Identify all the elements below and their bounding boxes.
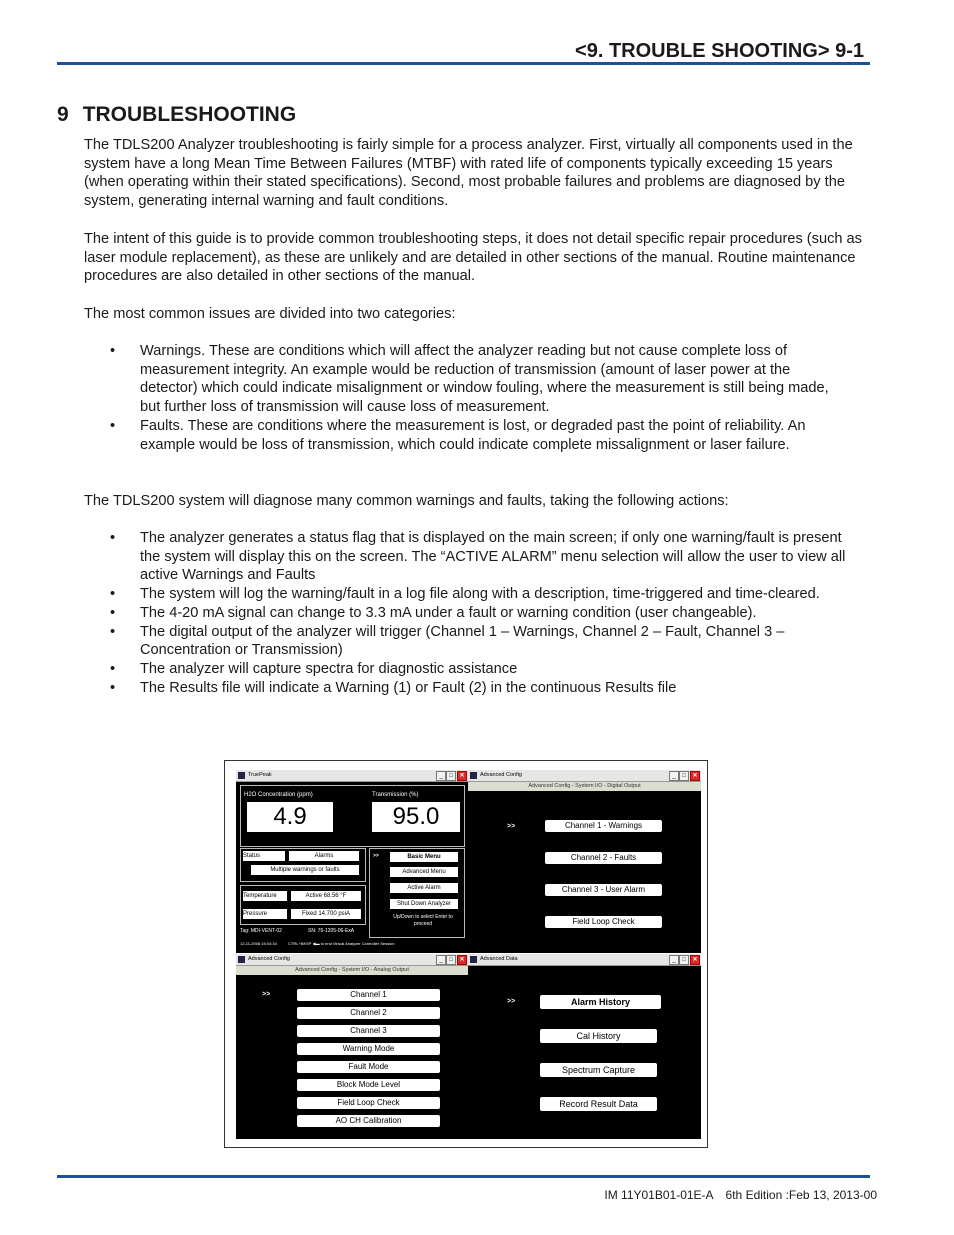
list-item: • The 4-20 mA signal can change to 3.3 mA under a fault or warning condition (user changeable).: [110, 604, 850, 623]
analog-arrow: >>: [262, 991, 271, 998]
footer-edition: 6th Edition :Feb 13, 2013-00: [725, 1188, 877, 1202]
section-heading: [57, 103, 296, 127]
menu-panel: [369, 848, 465, 938]
list-item: • The Results file will indicate a Warning (1) or Fault (2) in the continuous Results file: [110, 679, 850, 698]
close-icon[interactable]: ✕: [457, 771, 467, 781]
status-panel: [240, 848, 366, 882]
readings-panel: [240, 785, 465, 847]
menu-hint: Up/Down to select Enter to proceed: [393, 914, 453, 927]
analog-ao-ch-calibration[interactable]: AO CH Calibration: [297, 1115, 440, 1127]
menu-basic[interactable]: Basic Menu: [390, 852, 458, 862]
menu-advanced[interactable]: Advanced Menu: [390, 867, 458, 877]
analog-block-mode-level[interactable]: Block Mode Level: [297, 1079, 440, 1091]
section-number: 9: [57, 103, 69, 126]
header-rule: [57, 62, 870, 65]
digital-subtitle: Advanced Config - System I/O - Digital Output: [468, 782, 701, 791]
digital-channel-2[interactable]: Channel 2 - Faults: [545, 852, 662, 864]
list-item: • The digital output of the analyzer will trigger (Channel 1 – Warnings, Channel 2 – Fault, Channel 3 – Concentration or Transmission): [110, 623, 850, 660]
footer-rule: [57, 1175, 870, 1178]
maximize-icon[interactable]: □: [446, 955, 456, 965]
analog-channel-1[interactable]: Channel 1: [297, 989, 440, 1001]
maximize-icon[interactable]: □: [446, 771, 456, 781]
analog-subtitle: Advanced Config - System I/O - Analog Output: [236, 966, 468, 975]
app-icon: [470, 772, 477, 779]
list-item: • Faults. These are conditions where the measurement is lost, or degraded past the point of reliability. An example would be loss of transmission, which could indicate complete missalignment or laser failure.: [110, 417, 850, 454]
data-spectrum-capture[interactable]: Spectrum Capture: [540, 1063, 657, 1077]
transmission-value: 95.0: [372, 802, 460, 832]
minimize-icon[interactable]: _: [669, 955, 679, 965]
data-arrow: >>: [507, 998, 516, 1005]
h2o-value: 4.9: [247, 802, 333, 832]
paragraph-actions: The TDLS200 system will diagnose many common warnings and faults, taking the following actions:: [84, 493, 729, 509]
truepeak-window: [236, 770, 468, 953]
app-icon: [238, 956, 245, 963]
minimize-icon[interactable]: _: [436, 771, 446, 781]
digital-arrow: >>: [507, 823, 516, 830]
digital-channel-1[interactable]: Channel 1 - Warnings: [545, 820, 662, 832]
page-footer: [604, 1188, 877, 1202]
digital-output-window: [468, 770, 701, 953]
list-item: • The analyzer will capture spectra for diagnostic assistance: [110, 660, 850, 679]
analog-fault-mode[interactable]: Fault Mode: [297, 1061, 440, 1073]
analog-channel-2[interactable]: Channel 2: [297, 1007, 440, 1019]
digital-titlebar: Advanced Config _ □ ✕: [468, 770, 701, 782]
section-title: TROUBLESHOOTING: [82, 103, 297, 126]
menu-shutdown[interactable]: Shut Down Analyzer: [390, 899, 458, 909]
close-icon[interactable]: ✕: [457, 955, 467, 965]
app-icon: [470, 956, 477, 963]
category-list: [110, 342, 850, 454]
data-cal-history[interactable]: Cal History: [540, 1029, 657, 1043]
sn-text: SN: 76-1205-06-ExA: [308, 928, 355, 934]
temperature-label: Temperature: [243, 891, 287, 901]
paragraph-categories: The most common issues are divided into two categories:: [84, 306, 456, 322]
pressure-label: Pressure: [243, 909, 287, 919]
analog-channel-3[interactable]: Channel 3: [297, 1025, 440, 1037]
tag-text: Tag: MDI-VENT-02: [240, 928, 282, 934]
truepeak-titlebar: TruePeak _ □ ✕: [236, 770, 468, 782]
analog-warning-mode[interactable]: Warning Mode: [297, 1043, 440, 1055]
digital-channel-3[interactable]: Channel 3 - User Alarm: [545, 884, 662, 896]
footer-doc-number: IM 11Y01B01-01E-A: [604, 1188, 714, 1202]
data-titlebar: Advanced Data _ □ ✕: [468, 954, 701, 966]
analog-output-window: [236, 954, 468, 1139]
datetime-text: 12-11-2008 15:04:34: [240, 941, 277, 946]
page-header-title: <9. TROUBLE SHOOTING> 9-1: [575, 40, 864, 62]
paragraph-guide: The intent of this guide is to provide common troubleshooting steps, it does not detail specific repair procedures (such as laser module replacement), as these are unlikely and are detailed in other sections of the manual. Routine maintenance procedures are also detailed in other sections of the manual.: [84, 231, 862, 285]
list-item: • Warnings. These are conditions which will affect the analyzer reading but not cause complete loss of measurement integrity. An example would be reduction of transmission (amount of laser power at the detector) which could indicate misalignment or window fouling, where the measurement is still being made, but further loss of transmission will cause loss of measurement.: [110, 342, 850, 417]
data-alarm-history[interactable]: Alarm History: [540, 995, 661, 1009]
status-detail: Multiple warnings or faults: [251, 865, 359, 875]
list-item: • The system will log the warning/fault in a log file along with a description, time-triggered and time-cleared.: [110, 585, 850, 604]
status-value: Alarms: [289, 851, 359, 861]
status-label: Status: [243, 851, 285, 861]
analog-field-loop-check[interactable]: Field Loop Check: [297, 1097, 440, 1109]
action-list: [110, 529, 850, 697]
list-item: • The analyzer generates a status flag that is displayed on the main screen; if only one warning/fault is present the system will display this on the screen. The “ACTIVE ALARM” menu selection will allow the user to view all active Warnings and Faults: [110, 529, 850, 585]
paragraph-intro: The TDLS200 Analyzer troubleshooting is fairly simple for a process analyzer. First, virtually all components used in the system have a long Mean Time Between Failures (MTBF) with rated life of components typically exceeding 15 years (when operating within their stated specifications). Second, most probable failures and problems are diagnosed by the system, generating internal warning and fault conditions.: [84, 137, 853, 210]
maximize-icon[interactable]: □: [679, 771, 689, 781]
close-icon[interactable]: ✕: [690, 771, 700, 781]
temperature-value: Active 68.56 °F: [291, 891, 361, 901]
h2o-label: H2O Concentration (ppm): [244, 792, 313, 798]
data-record-result[interactable]: Record Result Data: [540, 1097, 657, 1111]
screenshot-figure: [224, 760, 708, 1148]
maximize-icon[interactable]: □: [679, 955, 689, 965]
app-icon: [238, 772, 245, 779]
conditions-panel: [240, 885, 366, 925]
close-icon[interactable]: ✕: [690, 955, 700, 965]
transmission-label: Transmission (%): [372, 792, 419, 798]
menu-arrow: >>: [373, 853, 379, 859]
analog-titlebar: Advanced Config _ □ ✕: [236, 954, 468, 966]
minimize-icon[interactable]: _: [669, 771, 679, 781]
minimize-icon[interactable]: _: [436, 955, 446, 965]
menu-active-alarm[interactable]: Active Alarm: [390, 883, 458, 893]
session-text: CTRL+BKSP ◀▬ to end Virtual Analyzer Controller Session: [288, 941, 395, 946]
digital-field-loop-check[interactable]: Field Loop Check: [545, 916, 662, 928]
pressure-value: Fixed 14.700 psiA: [291, 909, 361, 919]
advanced-data-window: [468, 954, 701, 1139]
